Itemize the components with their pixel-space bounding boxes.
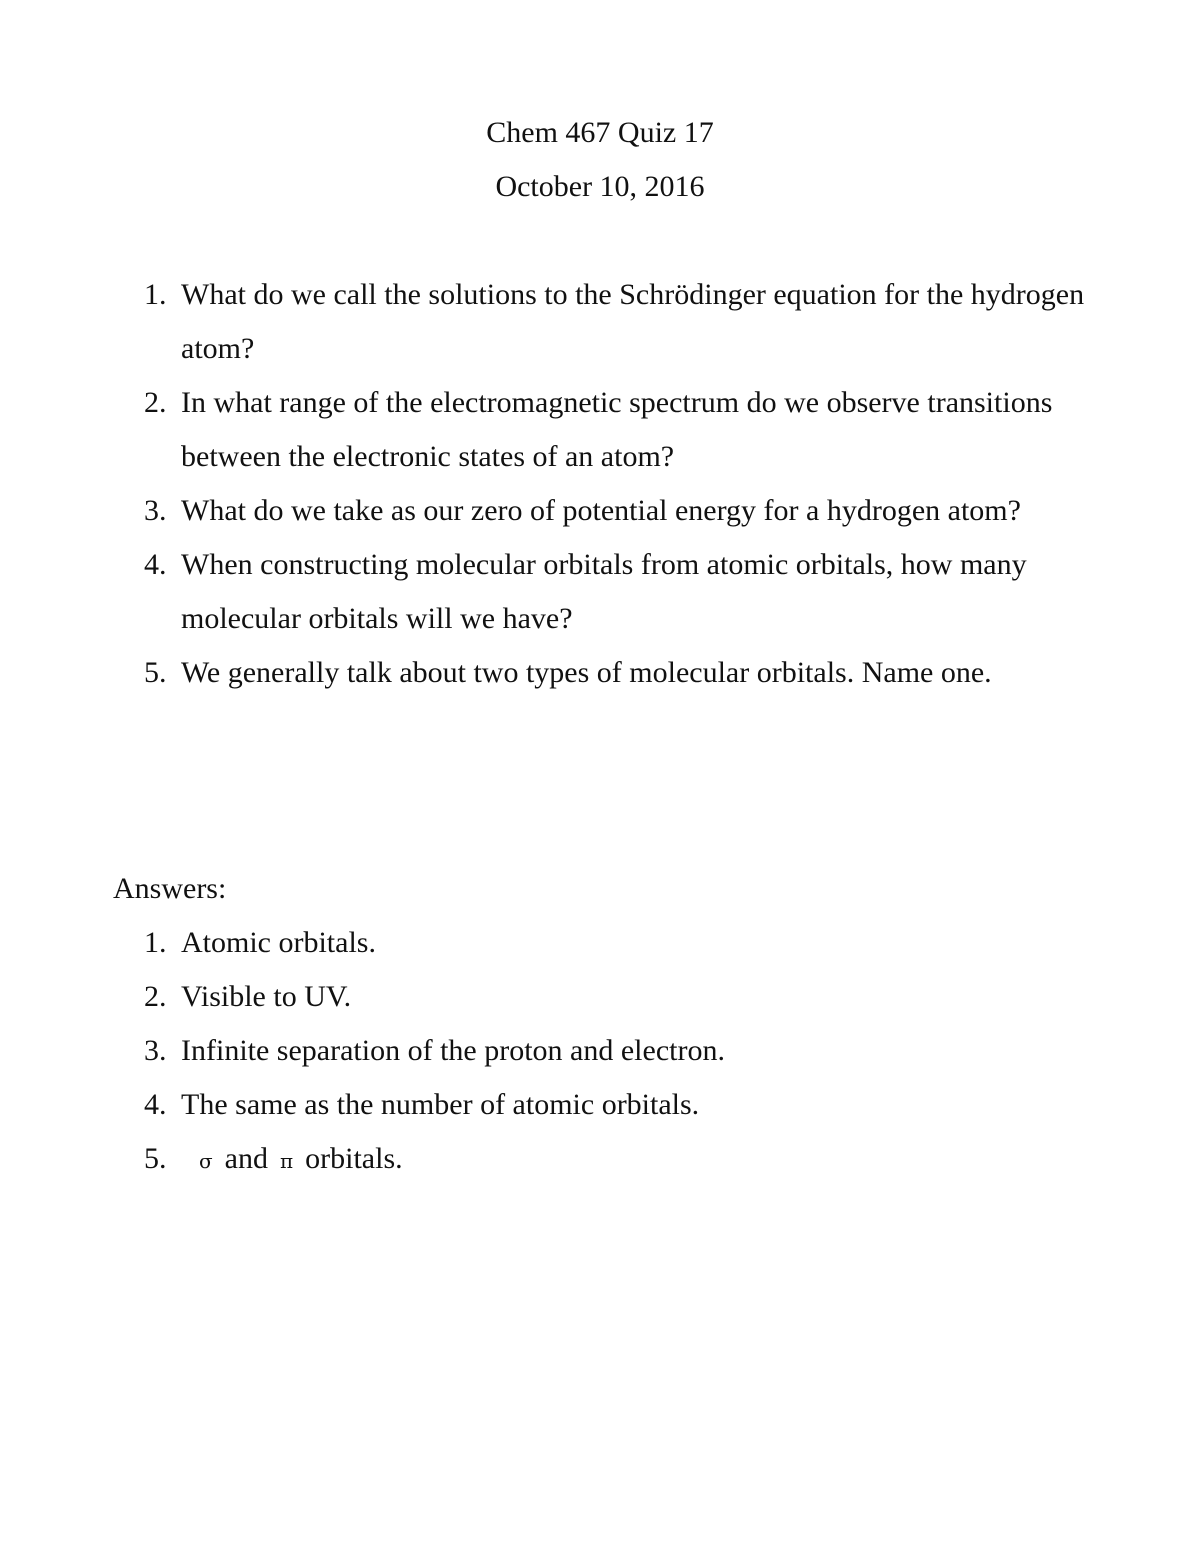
question-text: What do we take as our zero of potential energy for a hydrogen atom?	[181, 494, 1021, 527]
question-number: 4.	[144, 548, 167, 581]
question-number: 1.	[144, 278, 167, 311]
answer-item	[144, 1078, 1104, 1132]
quiz-date: October 10, 2016	[495, 170, 705, 203]
question-text: We generally talk about two types of molecular orbitals. Name one.	[181, 656, 992, 689]
page-title: Chem 467 Quiz 17	[486, 116, 714, 149]
answer-number: 3.	[144, 1034, 167, 1067]
answer-text-tail: orbitals.	[305, 1142, 403, 1175]
question-item	[144, 646, 1104, 700]
answer-text: The same as the number of atomic orbitals.	[181, 1088, 700, 1121]
question-item	[144, 484, 1104, 538]
question-item	[144, 538, 1104, 646]
title-block	[0, 106, 1200, 214]
question-item	[144, 376, 1104, 484]
question-list	[144, 268, 1104, 700]
answer-text: Atomic orbitals.	[181, 926, 376, 959]
answer-number: 4.	[144, 1088, 167, 1121]
question-text: When constructing molecular orbitals from atomic orbitals, how many molecular orbitals will we have?	[181, 548, 1027, 635]
answer-item	[144, 916, 1104, 970]
answer-text: Visible to UV.	[181, 980, 352, 1013]
answer-number: 2.	[144, 980, 167, 1013]
question-number: 5.	[144, 656, 167, 689]
answer-item	[144, 1024, 1104, 1078]
answer-list	[144, 916, 1104, 1188]
answer-item	[144, 970, 1104, 1024]
answer-number: 1.	[144, 926, 167, 959]
question-text: What do we call the solutions to the Schrödinger equation for the hydrogen atom?	[181, 278, 1085, 365]
question-item	[144, 268, 1104, 376]
pi-symbol: π	[279, 1149, 294, 1173]
answer-text: Infinite separation of the proton and electron.	[181, 1034, 725, 1067]
answer-number: 5.	[144, 1142, 167, 1175]
sigma-symbol: σ	[199, 1149, 213, 1173]
question-number: 3.	[144, 494, 167, 527]
answer-item	[144, 1132, 1104, 1188]
question-number: 2.	[144, 386, 167, 419]
question-text: In what range of the electromagnetic spectrum do we observe transitions between the electronic states of an atom?	[181, 386, 1053, 473]
answer-and: and	[224, 1142, 268, 1175]
answers-heading: Answers:	[113, 872, 227, 905]
